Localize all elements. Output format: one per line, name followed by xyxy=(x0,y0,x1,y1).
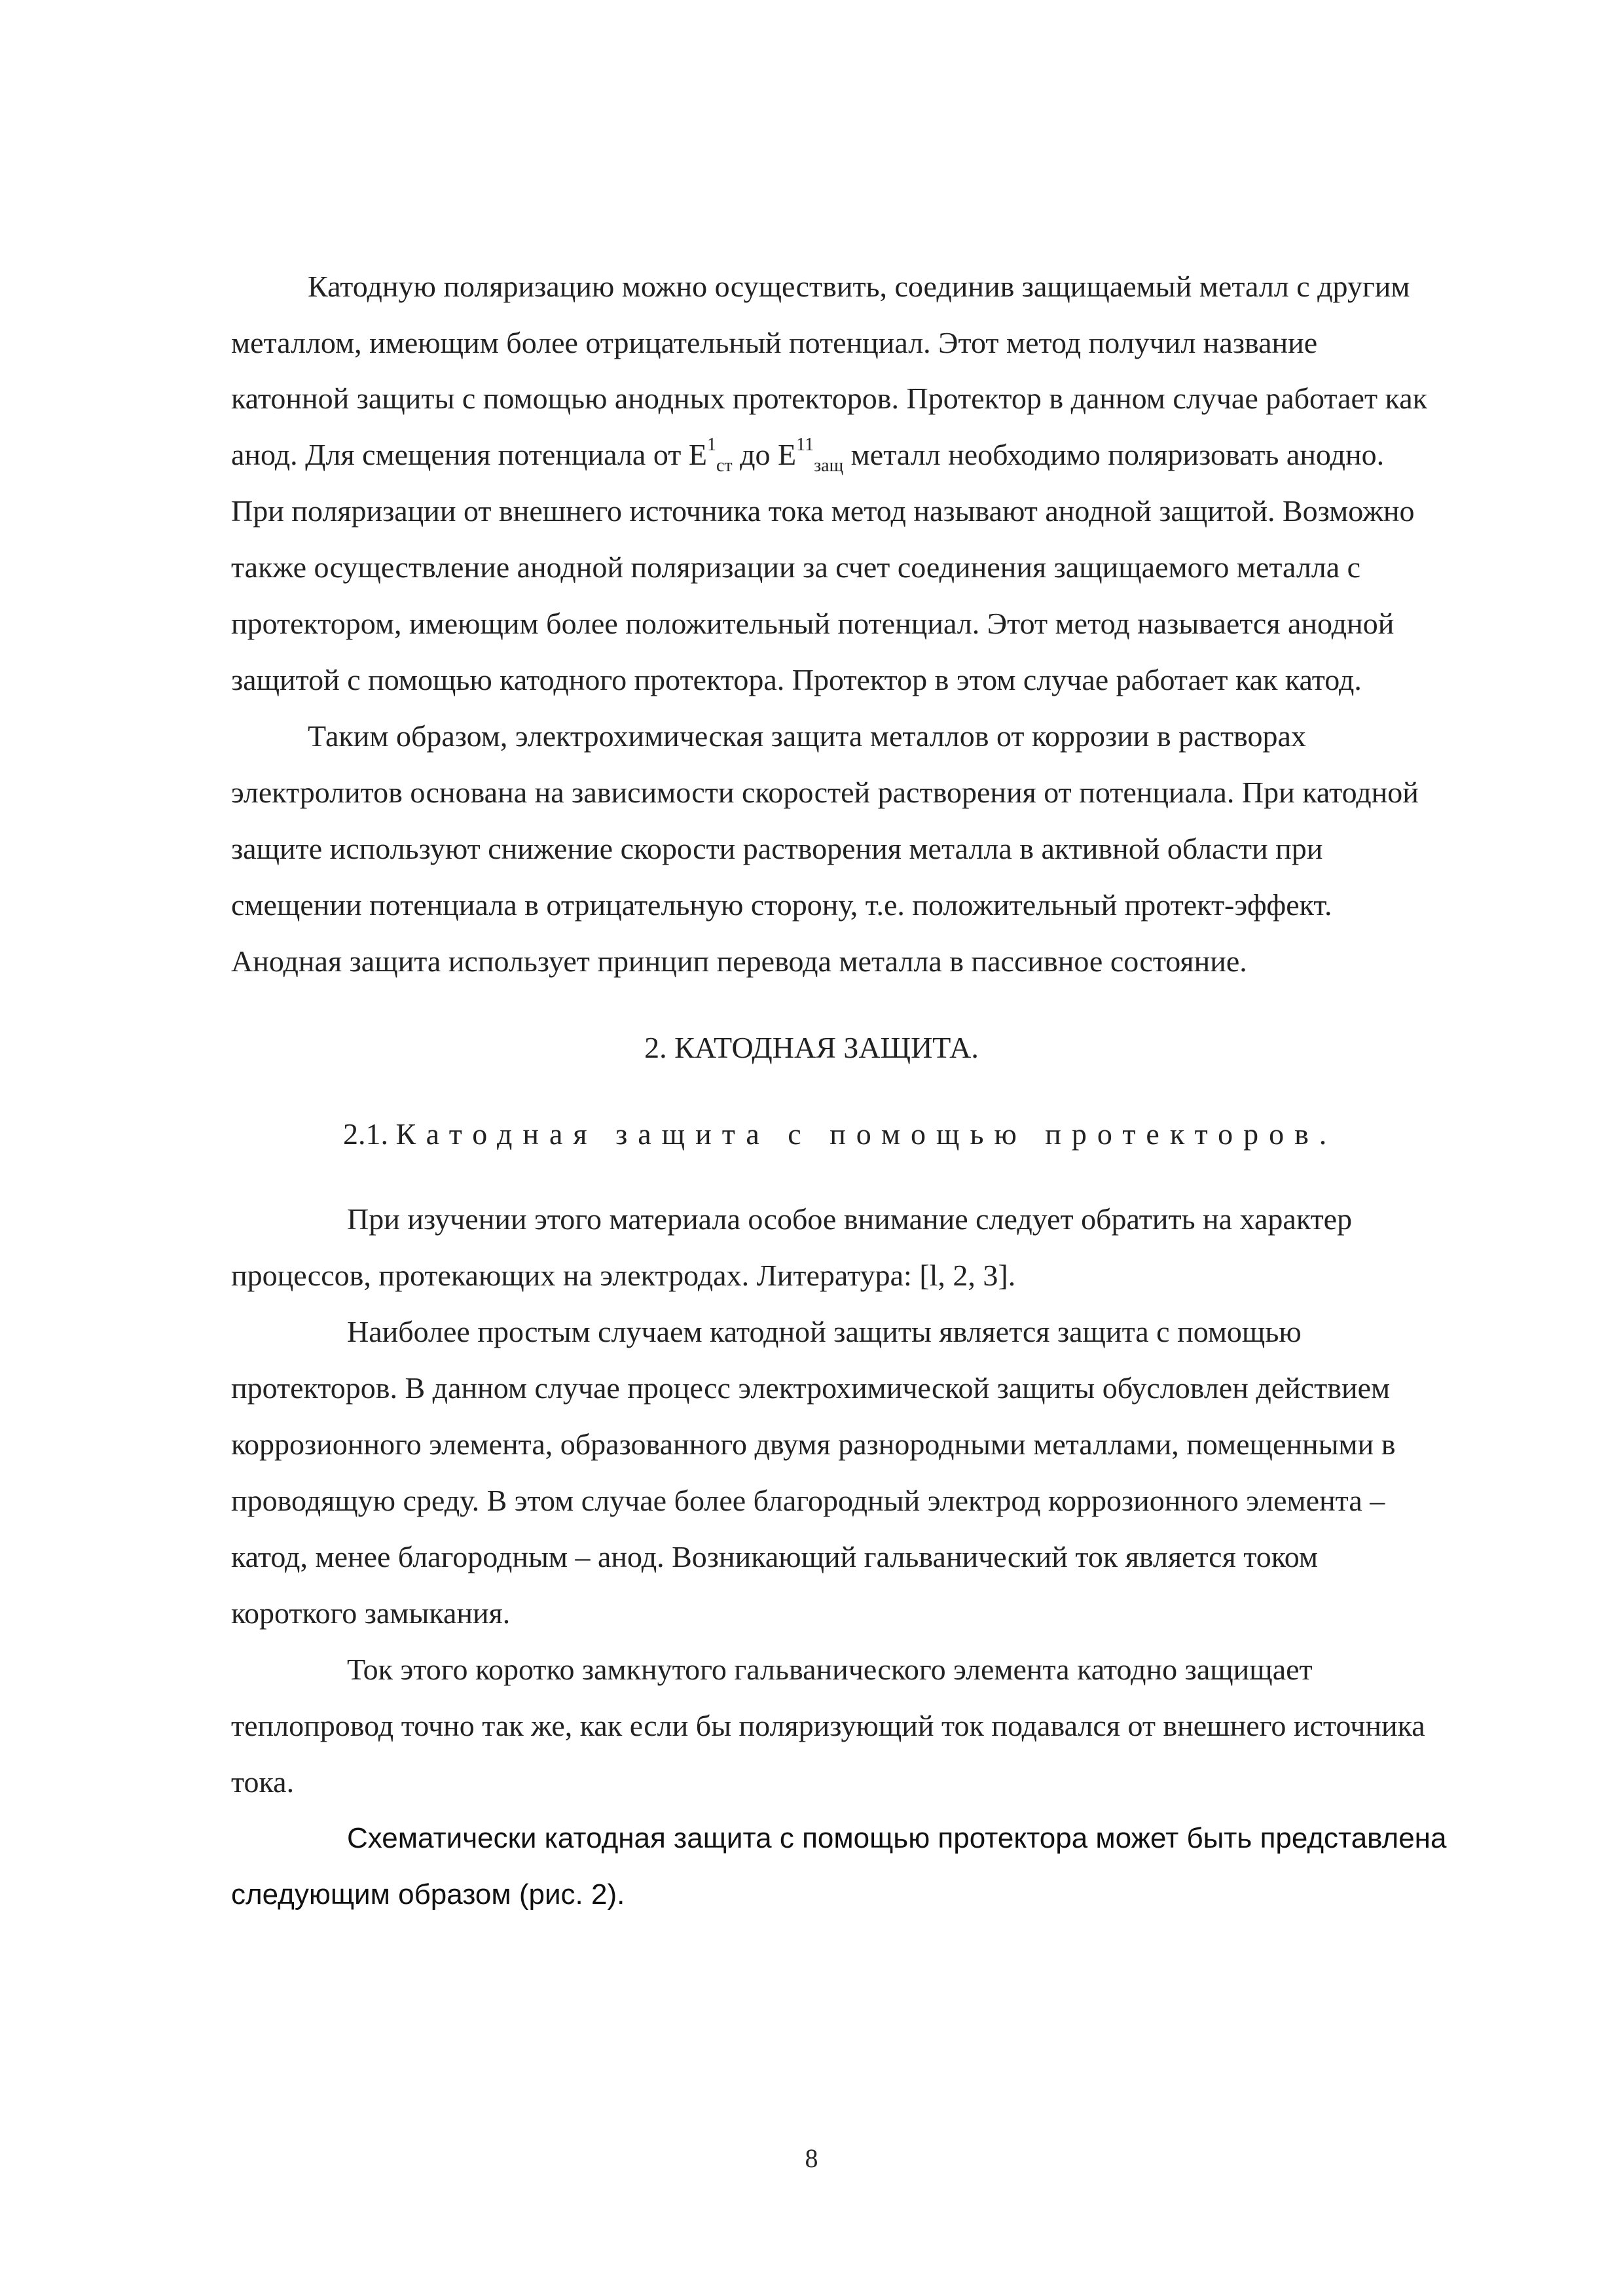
paragraph3-line: При изучении этого материала особое внимание следует обратить на характер xyxy=(347,1202,1353,1236)
paragraph2-line: смещении потенциала в отрицательную сторону, т.е. положительный протект-эффект. xyxy=(231,888,1332,922)
page-number: 8 xyxy=(805,2144,818,2173)
paragraph1-line: При поляризации от внешнего источника тока метод называют анодной защитой. Возможно xyxy=(231,494,1415,528)
paragraph1-line: металлом, имеющим более отрицательный потенциал. Этот метод получил название xyxy=(231,326,1318,359)
paragraph5-line: тока. xyxy=(231,1765,295,1799)
paragraph2-line: электролитов основана на зависимости скоростей растворения от потенциала. При катодной xyxy=(231,776,1419,809)
paragraph2-line: защите используют снижение скорости растворения металла в активной области при xyxy=(231,832,1323,865)
paragraph6-line: Схематически катодная защита с помощью протектора может быть представлена xyxy=(347,1822,1447,1854)
section-heading: 2. КАТОДНАЯ ЗАЩИТА. xyxy=(644,1031,979,1064)
superscript: 1 xyxy=(706,435,716,455)
paragraph1-formula-line xyxy=(231,427,1384,483)
paragraph1-text: анод. Для смещения потенциала от E xyxy=(231,438,707,471)
paragraph2-line: Таким образом, электрохимическая защита металлов от коррозии в растворах xyxy=(308,719,1306,753)
paragraph1-line: Катодную поляризацию можно осуществить, соединив защищаемый металл с другим xyxy=(308,270,1410,303)
paragraph4-line: проводящую среду. В этом случае более благородный электрод коррозионного элемента – xyxy=(231,1484,1385,1517)
subsection-number: 2.1. xyxy=(343,1117,388,1151)
paragraph5-line: теплопровод точно так же, как если бы поляризующий ток подавался от внешнего источника xyxy=(231,1709,1425,1742)
paragraph1-line: катонной защиты с помощью анодных протекторов. Протектор в данном случае работает как xyxy=(231,382,1427,415)
paragraph4-line: Наиболее простым случаем катодной защиты является защита с помощью xyxy=(347,1315,1302,1348)
paragraph1-text: металл необходимо поляризовать анодно. xyxy=(843,438,1385,471)
paragraph4-line: протекторов. В данном случае процесс электрохимической защиты обусловлен действием xyxy=(231,1371,1391,1405)
paragraph6-line: следующим образом (рис. 2). xyxy=(231,1878,625,1910)
superscript: 11 xyxy=(796,435,814,455)
paragraph1-text: до E xyxy=(732,438,797,471)
paragraph4-line: катод, менее благородным – анод. Возникающий гальванический ток является током xyxy=(231,1540,1318,1573)
paragraph3-line: процессов, протекающих на электродах. Литература: [l, 2, 3]. xyxy=(231,1259,1016,1292)
paragraph1-line: защитой с помощью катодного протектора. Протектор в этом случае работает как катод. xyxy=(231,663,1362,696)
paragraph5-line: Ток этого коротко замкнутого гальванического элемента катодно защищает xyxy=(347,1653,1313,1686)
subscript: защ xyxy=(814,456,844,476)
subsection-title: Катодная защита с помощью протекторов. xyxy=(395,1117,1338,1151)
paragraph1-line: также осуществление анодной поляризации за счет соединения защищаемого металла с xyxy=(231,550,1361,584)
paragraph4-line: короткого замыкания. xyxy=(231,1596,511,1630)
paragraph1-line: протектором, имеющим более положительный потенциал. Этот метод называется анодной xyxy=(231,607,1395,640)
paragraph4-line: коррозионного элемента, образованного двумя разнородными металлами, помещенными в xyxy=(231,1427,1396,1461)
paragraph2-line: Анодная защита использует принцип перевода металла в пассивное состояние. xyxy=(231,944,1247,978)
subsection-heading xyxy=(343,1106,1337,1162)
subscript: ст xyxy=(716,456,733,476)
